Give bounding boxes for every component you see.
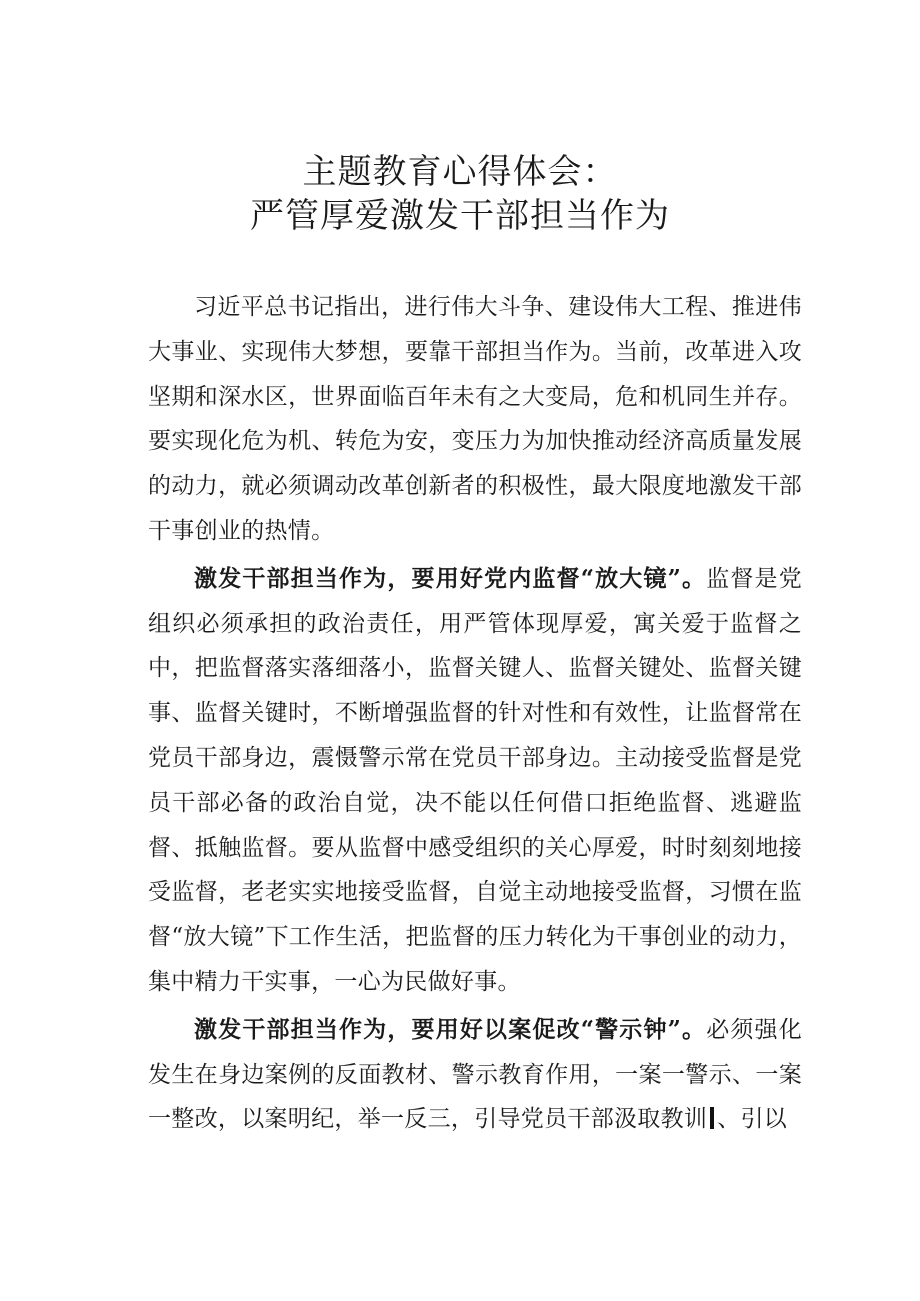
paragraph-3-text: 必须强化发生在身边案例的反面教材、警示教育作用，一案一警示、一案一整改，以案明纪，举一反三，引导党员干部汲取教训 bbox=[148, 1016, 802, 1133]
paragraph-2 bbox=[148, 557, 802, 1005]
paragraph-1-text: 习近平总书记指出，进行伟大斗争、建设伟大工程、推进伟大事业、实现伟大梦想，要靠干部担当作为。当前，改革进入攻坚期和深水区，世界面临百年未有之大变局，危和机同生并存。要实现化危为机、转危为安，变压力为加快推动经济高质量发展的动力，就必须调动改革创新者的积极性，最大限度地激发干部干事创业的热情。 bbox=[148, 294, 802, 544]
paragraph-3-lead: 激发干部担当作为，要用好以案促改“警示钟”。 bbox=[194, 1015, 707, 1043]
title-line-1: 主题教育心得体会： bbox=[302, 152, 618, 192]
document-title bbox=[0, 150, 920, 238]
text-cursor-mark bbox=[710, 1107, 714, 1129]
paragraph-3 bbox=[148, 1008, 802, 1142]
title-line-2: 严管厚爱激发干部担当作为 bbox=[250, 196, 670, 236]
document-body bbox=[148, 285, 802, 1145]
paragraph-2-lead: 激发干部担当作为，要用好党内监督“放大镜”。 bbox=[194, 564, 707, 592]
paragraph-2-text: 监督是党组织必须承担的政治责任，用严管体现厚爱，寓关爱于监督之中，把监督落实落细落小，监督关键人、监督关键处、监督关键事、监督关键时，不断增强监督的针对性和有效性，让监督常在党员干部身边，震慑警示常在党员干部身边。主动接受监督是党员干部必备的政治自觉，决不能以任何借口拒绝监督、逃避监督、抵触监督。要从监督中感受组织的关心厚爱，时时刻刻地接受监督，老老实实地接受监督，自觉主动地接受监督，习惯在监督“放大镜”下工作生活，把监督的压力转化为干事创业的动力，集中精力干实事，一心为民做好事。 bbox=[148, 565, 802, 995]
paragraph-3-text-tail: 、引以 bbox=[717, 1106, 788, 1133]
paragraph-1 bbox=[148, 285, 802, 554]
